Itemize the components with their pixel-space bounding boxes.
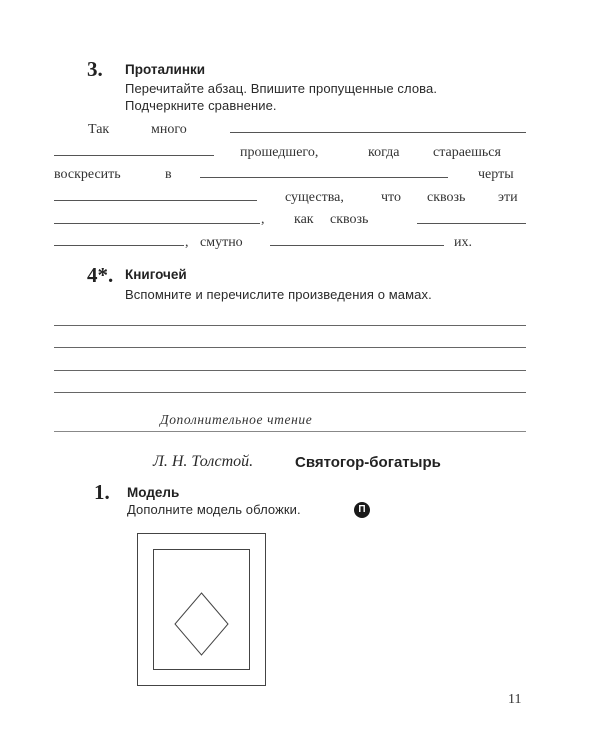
fill-in-blank[interactable] [54,223,260,224]
text-word: сквозь [427,190,466,205]
fill-in-blank[interactable] [230,132,526,133]
task3-title: Проталинки [125,62,206,77]
task1-instruction: Дополните модель обложки. [127,502,301,517]
cover-inner-frame [153,549,250,670]
extra-reading-heading: Дополнительное чтение [160,412,313,427]
answer-line[interactable] [54,370,526,371]
task3-instruction-line2: Подчеркните сравнение. [125,98,277,113]
text-word: , [261,212,265,227]
book-cover-model[interactable] [137,533,266,686]
text-word: черты [478,167,514,182]
text-word: много [151,122,187,137]
diamond-shape [153,549,250,670]
author-name: Л. Н. Толстой. [153,453,254,470]
text-word: стараешься [433,145,501,160]
fill-in-blank[interactable] [200,177,448,178]
task1-title: Модель [127,485,180,500]
answer-line[interactable] [54,347,526,348]
work-title: Святогор-богатырь [295,454,441,471]
task4-title: Книгочей [125,267,187,282]
text-word: их. [454,235,472,250]
text-word: , [185,235,189,250]
text-word: что [381,190,401,205]
text-word: эти [498,190,518,205]
fill-in-blank[interactable] [54,155,214,156]
task3-instruction-line1: Перечитайте абзац. Впишите пропущенные слова. [125,81,438,96]
text-word: как [294,212,314,227]
task3-number: 3. [87,57,103,81]
fill-in-blank[interactable] [54,200,257,201]
section-divider [54,431,526,432]
pair-work-icon: П [354,502,370,518]
text-word: воскресить [54,167,121,182]
text-word: сквозь [330,212,369,227]
fill-in-blank[interactable] [417,223,526,224]
answer-line[interactable] [54,392,526,393]
text-word: когда [368,145,400,160]
task1-number: 1. [94,480,110,504]
text-word: прошедшего, [240,145,319,160]
task4-instruction: Вспомните и перечислите произведения о мамах. [125,287,432,302]
fill-in-blank[interactable] [270,245,444,246]
text-word: смутно [200,235,243,250]
text-word: существа, [285,190,344,205]
page-number: 11 [508,692,522,707]
answer-line[interactable] [54,325,526,326]
task4-number: 4*. [87,263,114,287]
text-word: в [165,167,172,182]
fill-in-blank[interactable] [54,245,184,246]
text-word: Так [88,122,110,137]
